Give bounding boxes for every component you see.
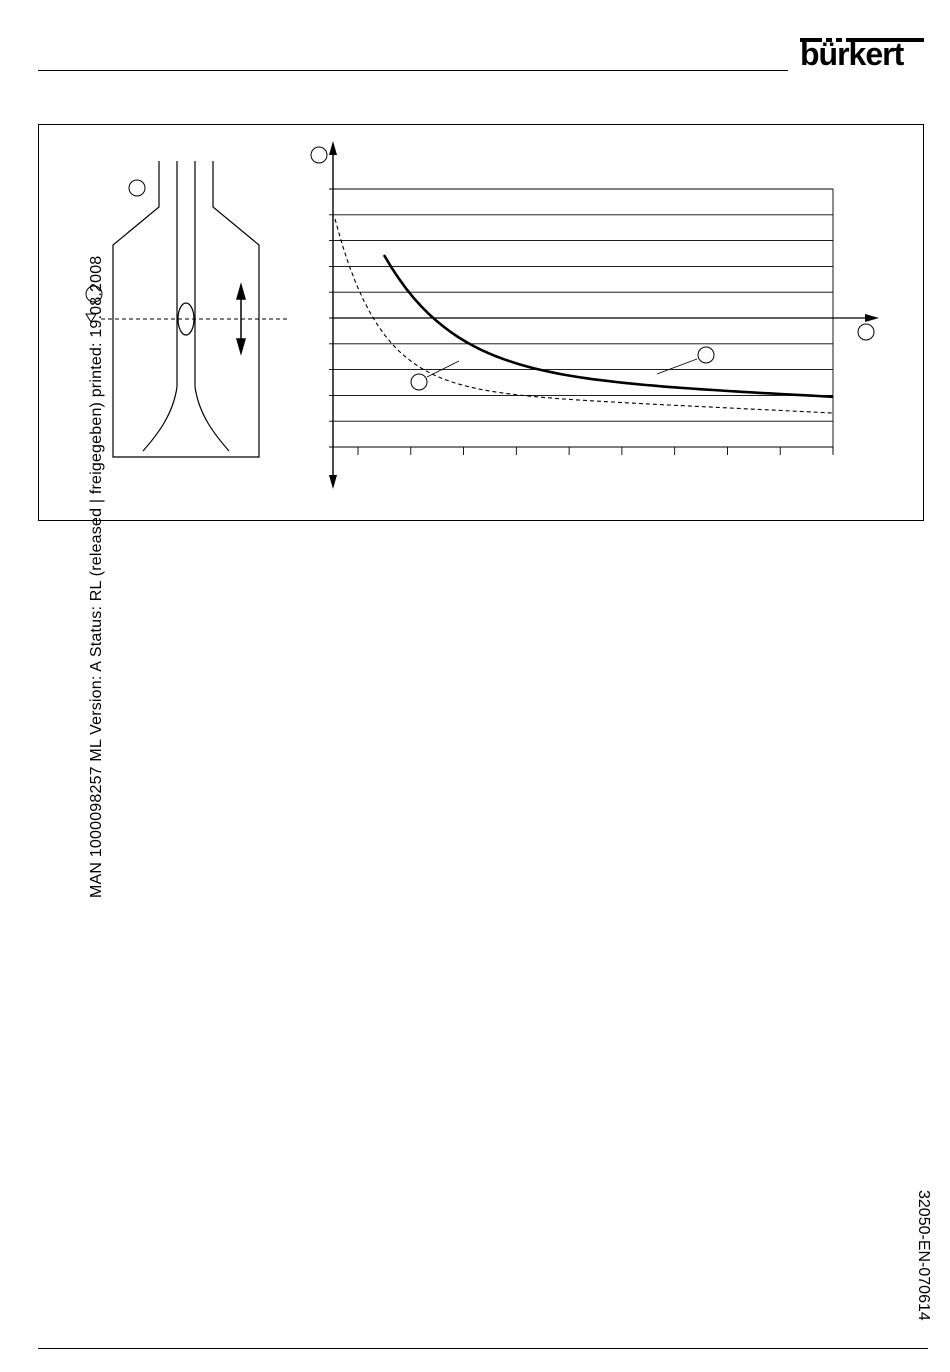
header-rule <box>38 70 788 71</box>
chart-series-dashed-line <box>335 219 833 413</box>
burkert-logo <box>798 36 928 76</box>
figure-frame <box>38 124 924 521</box>
level-marker-icon <box>86 314 96 322</box>
callout-circle-body <box>129 180 145 196</box>
callout-circle-solid-curve <box>698 347 714 363</box>
callout-circle-dashed-curve <box>411 374 427 390</box>
valve-body-outline <box>113 161 259 457</box>
callout-circle-y-axis <box>311 147 327 163</box>
document-status-stamp: MAN 1000098257 ML Version: A Status: RL (released | freigegeben) printed: 19.08.2008 <box>88 255 105 898</box>
flare-right <box>195 387 229 451</box>
figure-drawing <box>39 125 925 522</box>
x-axis-arrow-icon <box>865 314 879 322</box>
callout-circle-level <box>86 286 102 302</box>
callout-leader-dashed <box>427 361 459 377</box>
flare-left <box>143 387 177 451</box>
chart-gridlines <box>329 189 833 453</box>
chart-series-solid-line <box>384 255 833 397</box>
valve-schematic <box>113 161 259 457</box>
brand-name: bürkert <box>800 36 904 72</box>
document-code: 32050-EN-070614 <box>915 1190 932 1321</box>
callout-circle-x-axis <box>858 324 874 340</box>
chart <box>311 141 879 489</box>
y-axis-arrow-bottom-icon <box>329 475 337 489</box>
callout-leader-solid <box>657 359 697 374</box>
y-axis-arrow-top-icon <box>329 141 337 155</box>
footer-rule <box>38 1348 928 1349</box>
chart-x-ticks <box>358 447 833 455</box>
